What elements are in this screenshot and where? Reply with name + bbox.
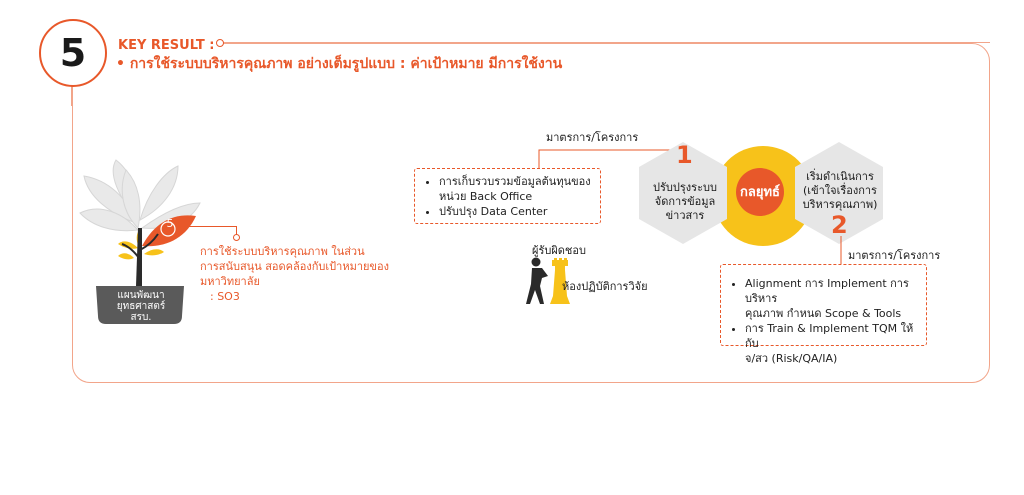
pot-label-line: แผนพัฒนา <box>117 290 165 301</box>
measures-bottom-item-text: การ Train & Implement TQM ให้กับ <box>745 322 914 350</box>
strategy-left-number: 1 <box>676 141 693 169</box>
key-result-title: • การใช้ระบบบริหารคุณภาพ อย่างเต็มรูปแบบ : ค่าเป้าหมาย มีการใช้งาน <box>116 56 563 72</box>
strategy-left-text <box>640 181 730 223</box>
leaf-connector-dot <box>233 234 240 241</box>
pot-label-line: ยุทธศาสตร์ <box>116 301 166 312</box>
strategy-right-line: เริ่มดำเนินการ <box>806 170 874 183</box>
measures-top-item-text: การเก็บรวบรวมข้อมูลต้นทุนของ <box>439 175 591 188</box>
leaf-number: 5 <box>166 217 174 230</box>
frame-connector <box>71 86 72 106</box>
plant-description <box>200 244 410 304</box>
measures-bottom-item-text: จ/สว (Risk/QA/IA) <box>745 352 838 365</box>
measures-top-box <box>414 168 601 224</box>
responsible-label: ผู้รับผิดชอบ <box>532 244 586 257</box>
measures-top-item <box>439 174 594 204</box>
strategy-left-line: จัดการข้อมูล <box>654 195 716 208</box>
plant-description-line: มหาวิทยาลัย <box>200 275 260 288</box>
measures-bottom-item-text: Alignment การ Implement การบริหาร <box>745 277 909 305</box>
measures-top-item-text: ปรับปรุง Data Center <box>439 205 548 218</box>
strategy-left-line: ปรับปรุงระบบ <box>653 181 717 194</box>
responsible-unit: ห้องปฏิบัติการวิจัย <box>562 280 648 293</box>
plant-description-line: การใช้ระบบบริหารคุณภาพ ในส่วน <box>200 245 365 258</box>
measures-bottom-item <box>745 276 920 321</box>
measures-bottom-box <box>720 264 927 365</box>
measures-top-item <box>439 204 594 219</box>
measures-bottom-label: มาตรการ/โครงการ <box>848 249 941 262</box>
pot-label <box>98 290 184 323</box>
strategy-left-line: ข่าวสาร <box>665 209 705 222</box>
measures-bottom-item <box>745 321 920 366</box>
section-number-badge: 5 <box>39 19 107 87</box>
leaf-connector <box>182 226 237 227</box>
strategy-right-text <box>795 170 885 212</box>
key-result-label: KEY RESULT : <box>118 38 215 53</box>
header-line <box>220 42 990 43</box>
pot-label-line: สรบ. <box>130 312 152 323</box>
strategy-right-line: (เข้าใจเรื่องการ <box>803 184 877 197</box>
strategy-right-number: 2 <box>831 211 848 239</box>
plant-description-line: : SO3 <box>210 290 240 303</box>
strategy-right-line: บริหารคุณภาพ) <box>802 198 878 211</box>
measures-top-label: มาตรการ/โครงการ <box>546 131 639 144</box>
header-line-dot <box>216 39 224 47</box>
measures-bottom-item-text: คุณภาพ กำหนด Scope & Tools <box>745 307 902 320</box>
measures-top-item-text: หน่วย Back Office <box>439 190 533 203</box>
strategy-center-label: กลยุทธ์ <box>740 185 780 200</box>
plant-description-line: การสนับสนุน สอดคล้องกับเป้าหมายของ <box>200 260 389 273</box>
